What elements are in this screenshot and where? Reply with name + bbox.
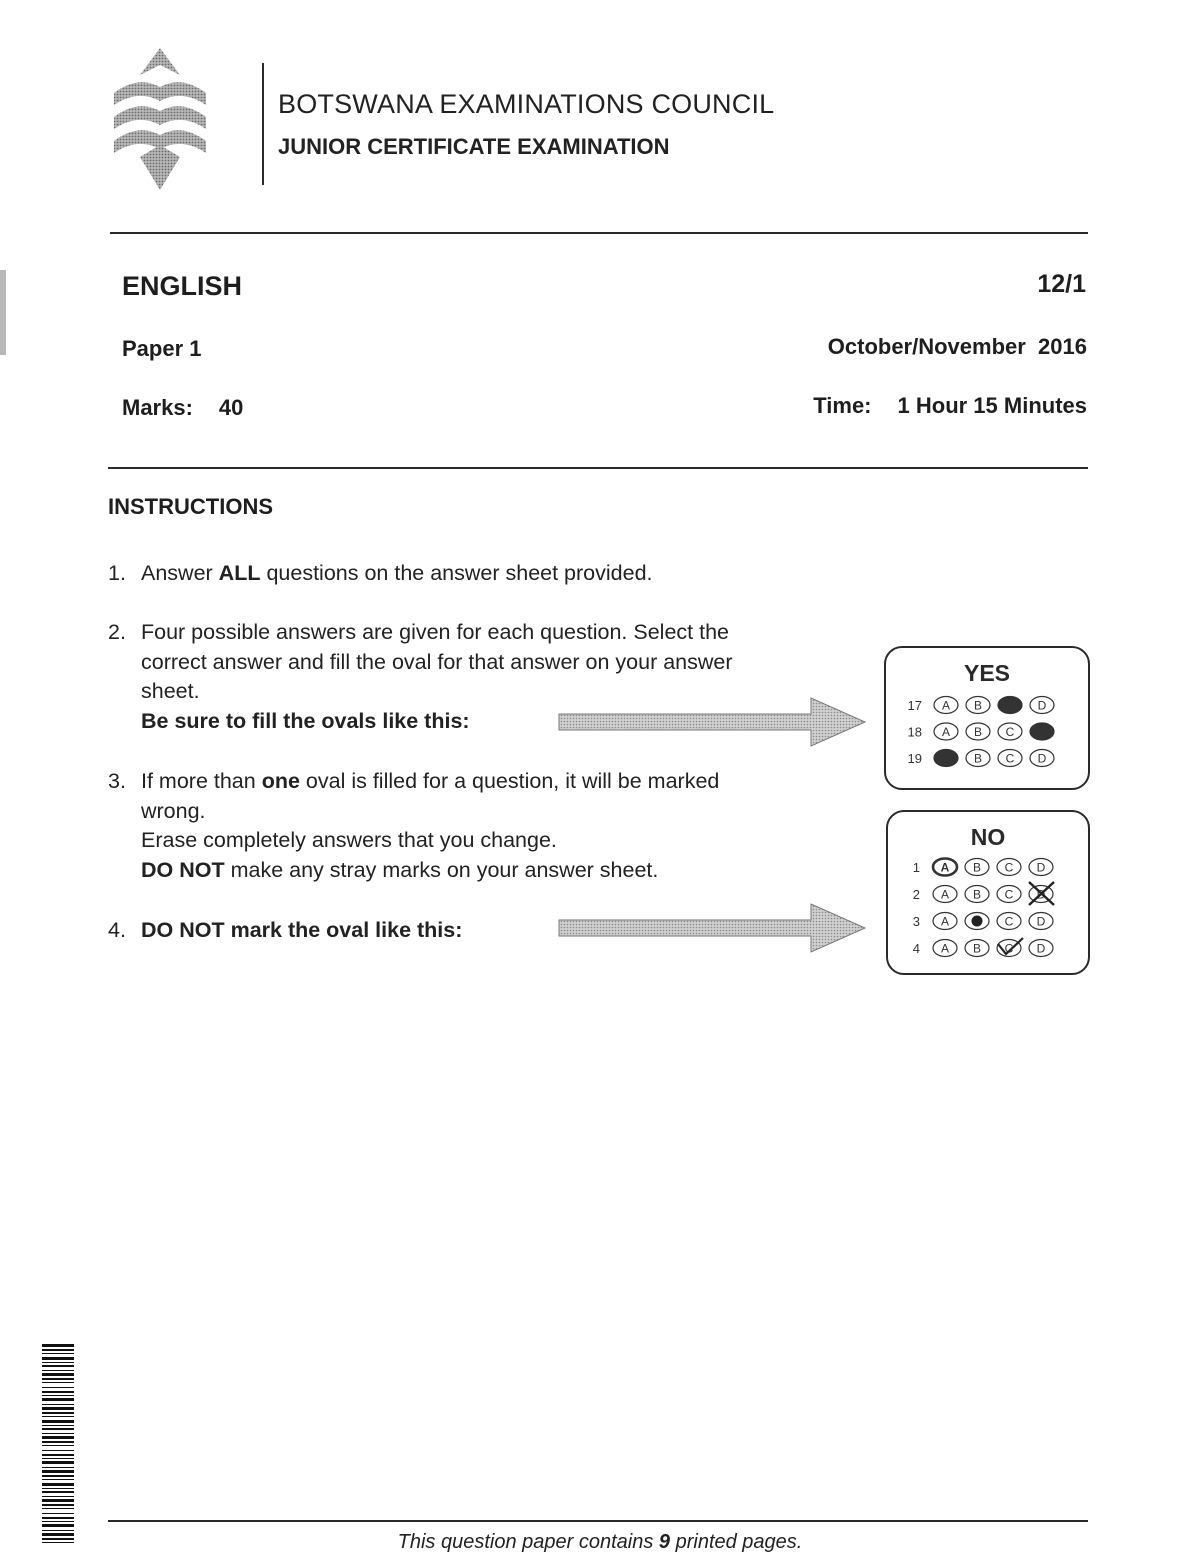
question-number: 3 (912, 914, 920, 929)
svg-text:A: A (940, 941, 950, 956)
svg-text:D: D (1036, 914, 1046, 929)
instruction-number: 1. (108, 561, 126, 585)
exam-name: JUNIOR CERTIFICATE EXAMINATION (278, 134, 670, 159)
answer-oval (934, 723, 958, 740)
answer-oval (1030, 750, 1054, 767)
svg-text:D: D (1036, 887, 1046, 902)
example-correct-box (884, 646, 1090, 790)
emphasis: DO NOT mark the oval like this: (141, 918, 463, 942)
answer-oval (1030, 723, 1054, 740)
emphasis: ALL (218, 561, 261, 585)
emphasis: one (261, 769, 300, 793)
svg-text:B: B (972, 941, 982, 956)
svg-text:A: A (940, 860, 950, 875)
example-title: NO (970, 824, 1006, 850)
example-incorrect-box (886, 810, 1090, 975)
marks-label: Marks: (122, 395, 193, 420)
answer-oval (1029, 859, 1053, 876)
council-name: BOTSWANA EXAMINATIONS COUNCIL (278, 89, 775, 119)
time-label: Time: (813, 393, 872, 418)
instruction-number: 2. (108, 620, 126, 644)
example-ovals (888, 854, 1088, 966)
answer-oval (965, 859, 989, 876)
svg-text:B: B (973, 751, 983, 766)
arrow-right-icon (557, 696, 869, 748)
answer-oval (934, 697, 958, 714)
svg-text:C: C (1004, 941, 1014, 956)
answer-oval (1029, 882, 1054, 905)
svg-text:A: A (940, 887, 950, 902)
svg-text:B: B (972, 887, 982, 902)
svg-text:D: D (1037, 751, 1047, 766)
arrow-right-icon (557, 902, 869, 954)
barcode (42, 1344, 74, 1546)
answer-oval (965, 913, 989, 930)
page-count-note: This question paper contains 9 printed pages. (397, 1531, 803, 1553)
instructions-heading: INSTRUCTIONS (108, 494, 273, 519)
answer-oval (933, 886, 957, 903)
svg-text:D: D (1037, 698, 1047, 713)
marks-value: 40 (218, 395, 244, 420)
answer-oval (965, 886, 989, 903)
answer-oval (998, 697, 1022, 714)
answer-oval (933, 940, 957, 957)
svg-text:B: B (973, 698, 983, 713)
example-title: YES (963, 660, 1011, 686)
paper-code: 12/1 (1037, 270, 1086, 298)
answer-oval (966, 697, 990, 714)
svg-text:B: B (972, 860, 982, 875)
answer-oval (997, 938, 1023, 957)
answer-oval (933, 859, 957, 876)
svg-text:A: A (941, 725, 951, 739)
instruction-3: 3. If more than one oval is filled for a question, it will be marked wrong. Erase completely answers that you change. DO NOT make any stray marks on your answer sheet. (108, 769, 720, 882)
svg-text:D: D (1036, 860, 1046, 875)
emphasis: Be sure to fill the ovals like this: (141, 708, 470, 733)
answer-oval (997, 859, 1021, 876)
answer-oval (965, 940, 989, 957)
header-divider (262, 63, 264, 185)
rule-top (110, 232, 1088, 234)
svg-text:D: D (1036, 941, 1046, 956)
answer-oval (997, 886, 1021, 903)
svg-text:C: C (1004, 914, 1014, 929)
question-number: 17 (907, 698, 922, 713)
answer-oval (1030, 697, 1054, 714)
answer-oval (998, 723, 1022, 740)
answer-oval (934, 750, 958, 767)
answer-oval (997, 913, 1021, 930)
example-ovals (886, 692, 1088, 782)
question-number: 4 (912, 941, 920, 956)
question-number: 2 (912, 887, 920, 902)
answer-oval (1029, 940, 1053, 957)
instruction-number: 4. (108, 918, 126, 942)
svg-text:B: B (973, 725, 983, 739)
exam-session: October/November 2016 (827, 334, 1087, 359)
paper-number: Paper 1 (122, 336, 202, 361)
svg-text:C: C (1004, 887, 1014, 902)
rule-middle (108, 467, 1088, 469)
answer-oval (966, 723, 990, 740)
rule-bottom (108, 1520, 1088, 1522)
bec-logo (110, 45, 210, 195)
instruction-1: 1. Answer ALL questions on the answer sheet provided. (108, 559, 868, 591)
scan-edge-mark (0, 270, 6, 355)
answer-oval (1029, 913, 1053, 930)
subject: ENGLISH (122, 271, 243, 301)
answer-oval (966, 750, 990, 767)
emphasis: DO NOT (141, 857, 225, 882)
time (813, 393, 1087, 419)
svg-text:A: A (941, 698, 951, 713)
time-value: 1 Hour 15 Minutes (897, 393, 1087, 418)
svg-text:C: C (1005, 725, 1015, 739)
answer-oval (933, 913, 957, 930)
svg-text:C: C (1004, 860, 1014, 875)
svg-text:A: A (940, 914, 950, 929)
question-number: 19 (907, 751, 922, 766)
marks (122, 395, 243, 421)
instruction-number: 3. (108, 769, 126, 793)
answer-oval (998, 750, 1022, 767)
svg-text:C: C (1005, 751, 1015, 766)
instruction-2: 2. Four possible answers are given for each question. Select the correct answer and fill the oval for that answer on your answer sheet. Be sure to fill the ovals like this: (108, 620, 733, 733)
question-number: 18 (907, 724, 922, 740)
question-number: 1 (912, 860, 920, 875)
